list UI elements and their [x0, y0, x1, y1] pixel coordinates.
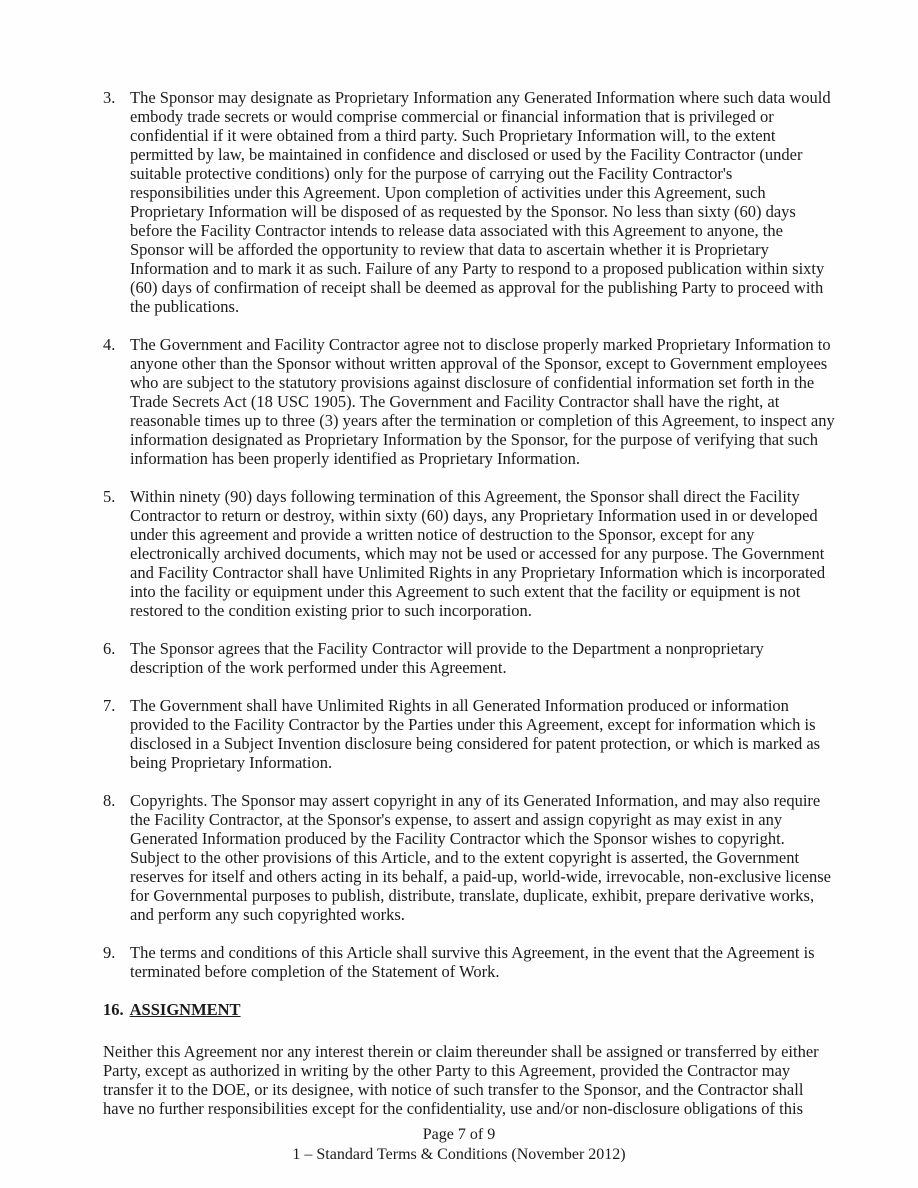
- list-item-number: 7.: [103, 696, 116, 715]
- list-item-text: Copyrights. The Sponsor may assert copyright in any of its Generated Information, and may also require the Facility Contractor, at the Sponsor's expense, to assert and assign copyright as may exist in any Generated Information produced by the Facility Contractor which the Sponsor wishes to copyright. Subject to the other provisions of this Article, and to the extent copyright is asserted, the Government reserves for itself and others acting in its behalf, a paid-up, world-wide, irrevocable, non-exclusive license for Governmental purposes to publish, distribute, translate, duplicate, exhibit, prepare derivative works, and perform any such copyrighted works.: [130, 791, 832, 924]
- list-item-text: Within ninety (90) days following termination of this Agreement, the Sponsor shall direct the Facility Contractor to return or destroy, within sixty (60) days, any Proprietary Information used in or developed under this agreement and provide a written notice of destruction to the Sponsor, except for any electronically archived documents, which may not be used or accessed for any purpose. The Government and Facility Contractor shall have Unlimited Rights in any Proprietary Information which is incorporated into the facility or equipment under this Agreement to such extent that the facility or equipment is not restored to the condition existing prior to such incorporation.: [130, 487, 826, 620]
- list-item-number: 8.: [103, 791, 116, 810]
- list-item-number: 9.: [103, 943, 116, 962]
- section-number: 16.: [103, 1000, 124, 1019]
- list-item-6: [103, 639, 835, 677]
- closing-paragraph: Neither this Agreement nor any interest therein or claim thereunder shall be assigned or transferred by either Party, except as authorized in writing by the other Party to this Agreement, provided the Contractor may transfer it to the DOE, or its designee, with notice of such transfer to the Sponsor, and the Contractor shall have no further responsibilities except for the confidentiality, use and/or non-disclosure obligations of this: [103, 1042, 819, 1118]
- footer-page-indicator: Page 7 of 9: [422, 1126, 496, 1143]
- list-item-text: The Sponsor may designate as Proprietary Information any Generated Information where such data would embody trade secrets or would comprise commercial or financial information that is privileged or confidential if it were obtained from a third party. Such Proprietary Information will, to the extent permitted by law, be maintained in confidence and disclosed or used by the Facility Contractor (under suitable protective conditions) only for the purpose of carrying out the Facility Contractor's responsibilities under this Agreement. Upon completion of activities under this Agreement, such Proprietary Information will be disposed of as requested by the Sponsor. No less than sixty (60) days before the Facility Contractor intends to release data associated with this Agreement to anyone, the Sponsor will be afforded the opportunity to review that data to ascertain whether it is Proprietary Information and to mark it as such. Failure of any Party to respond to a proposed publication within sixty (60) days of confirmation of receipt shall be deemed as approval for the publishing Party to proceed with the publications.: [130, 88, 831, 316]
- list-item-5: [103, 487, 835, 620]
- page-footer: [0, 1125, 918, 1164]
- list-item-text: The Government shall have Unlimited Rights in all Generated Information produced or information provided to the Facility Contractor by the Parties under this Agreement, except for information which is disclosed in a Subject Invention disclosure being considered for patent protection, or which is marked as being Proprietary Information.: [130, 696, 821, 772]
- list-item-number: 5.: [103, 487, 116, 506]
- list-item-3: [103, 88, 835, 316]
- list-item-number: 4.: [103, 335, 116, 354]
- list-item-text: The Sponsor agrees that the Facility Contractor will provide to the Department a nonproprietary description of the work performed under this Agreement.: [130, 639, 764, 677]
- section-title: ASSIGNMENT: [129, 1000, 241, 1019]
- list-item-9: [103, 943, 835, 981]
- list-item-text: The terms and conditions of this Article shall survive this Agreement, in the event that the Agreement is terminated before completion of the Statement of Work.: [130, 943, 815, 981]
- list-item-number: 6.: [103, 639, 116, 658]
- list-item-4: [103, 335, 835, 468]
- footer-document-title: 1 – Standard Terms & Conditions (November 2012): [292, 1145, 626, 1163]
- list-item-text: The Government and Facility Contractor agree not to disclose properly marked Proprietary Information to anyone other than the Sponsor without written approval of the Sponsor, except to Government employees who are subject to the statutory provisions against disclosure of confidential information set forth in the Trade Secrets Act (18 USC 1905). The Government and Facility Contractor shall have the right, at reasonable times up to three (3) years after the termination or completion of this Agreement, to inspect any information designated as Proprietary Information by the Sponsor, for the purpose of verifying that such information has been properly identified as Proprietary Information.: [130, 335, 835, 468]
- document-body: [103, 88, 835, 1118]
- list-item-8: [103, 791, 835, 924]
- section-heading-assignment: [103, 1000, 835, 1019]
- list-item-7: [103, 696, 835, 772]
- list-item-number: 3.: [103, 88, 116, 107]
